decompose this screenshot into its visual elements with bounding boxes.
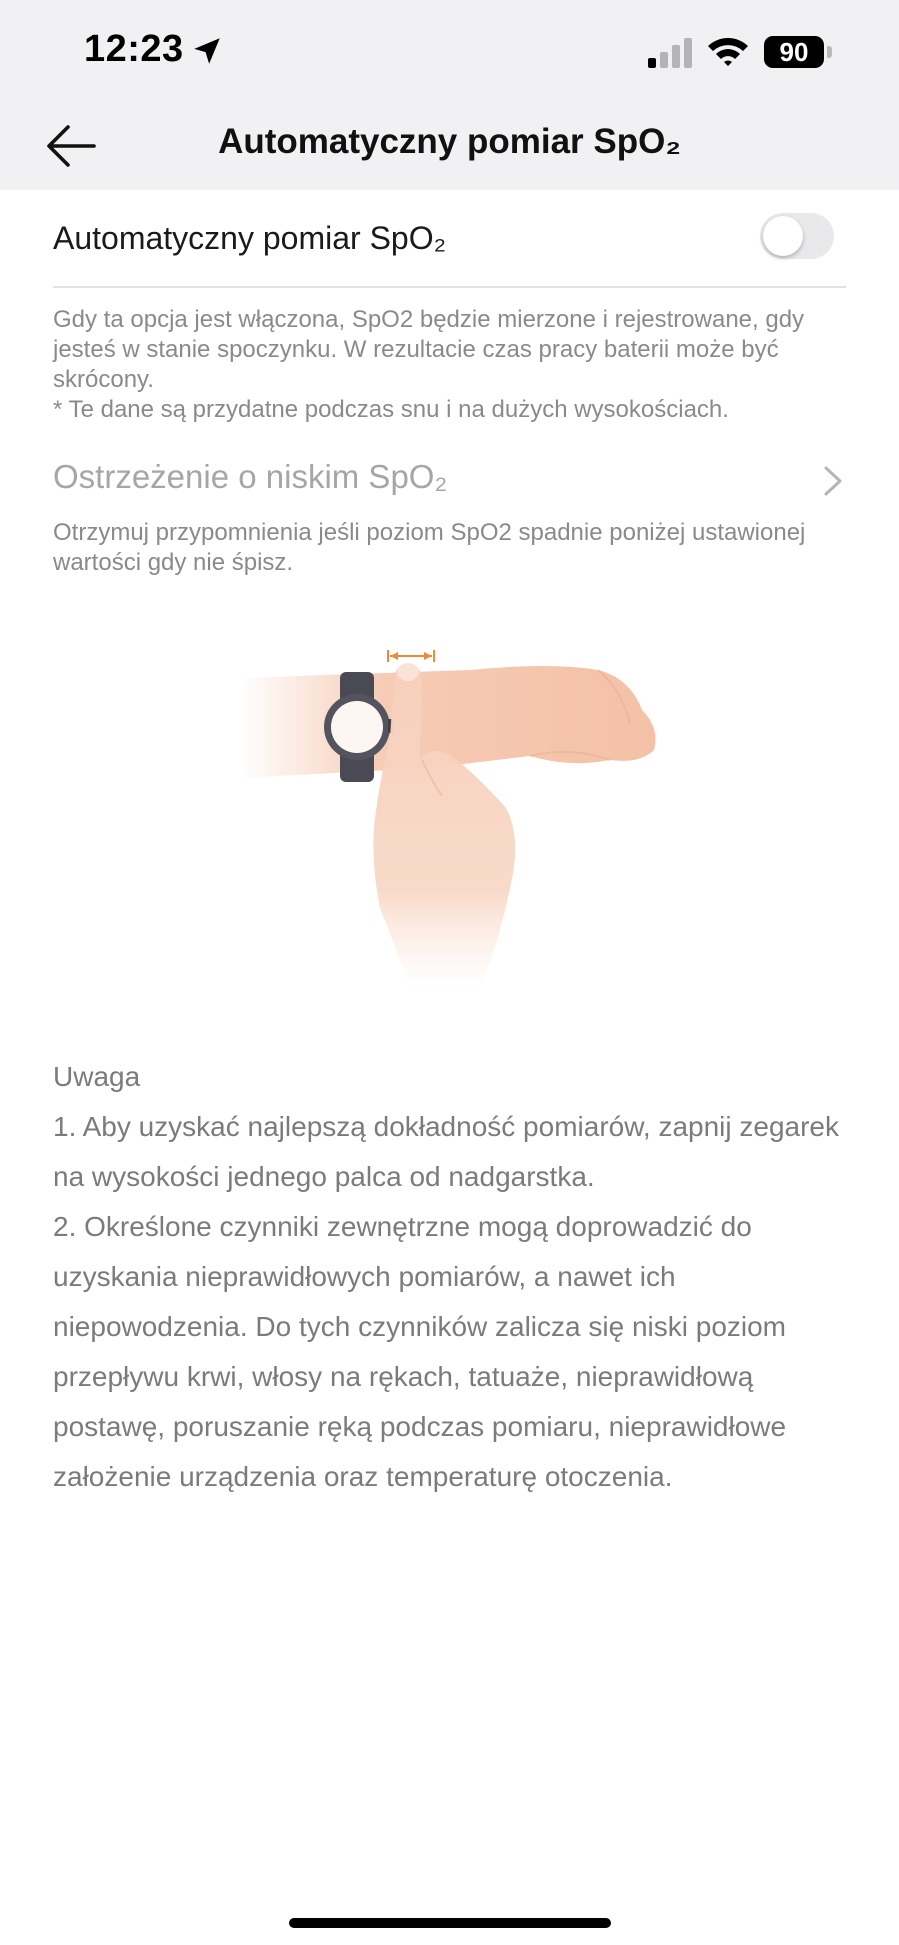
toggle-knob <box>763 216 803 256</box>
auto-spo2-note: * Te dane są przydatne podczas snu i na dużych wysokościach. <box>53 396 729 423</box>
wifi-icon <box>706 34 750 68</box>
notes-section <box>53 1052 853 1502</box>
auto-spo2-description-text: Gdy ta opcja jest włączona, SpO2 będzie mierzone i rejestrowane, gdy jesteś w stanie spoczynku. W rezultacie czas pracy baterii może być skrócony. <box>53 306 805 393</box>
low-spo2-warning-description: Otrzymuj przypomnienia jeśli poziom SpO2 spadnie poniżej ustawionej wartości gdy nie śpisz. <box>53 519 806 576</box>
location-arrow-icon <box>190 34 224 68</box>
chevron-right-icon <box>820 464 846 498</box>
page-title: Automatyczny pomiar SpO₂ <box>218 122 681 161</box>
notes-item-2: 2. Określone czynniki zewnętrzne mogą doprowadzić do uzyskania nieprawidłowych pomiarów, a nawet ich niepowodzenia. Do tych czynników zalicza się niski poziom przepływu krwi, włosy na rękach, tatuaże, nieprawidłową postawę, poruszanie ręką podczas pomiaru, nieprawidłowe założenie urządzenia oraz temperaturę otoczenia. <box>53 1211 787 1492</box>
auto-spo2-toggle[interactable] <box>760 213 834 259</box>
auto-spo2-description <box>53 305 853 425</box>
battery-level: 90 <box>764 36 824 68</box>
status-time: 12:23 <box>84 28 184 70</box>
watch-wearing-illustration <box>230 628 670 1008</box>
low-spo2-warning-row[interactable] <box>0 450 899 512</box>
notes-item-1: 1. Aby uzyskać najlepszą dokładność pomiarów, zapnij zegarek na wysokości jednego palca od nadgarstka. <box>53 1111 839 1192</box>
battery-indicator <box>764 36 834 70</box>
home-indicator[interactable] <box>289 1918 611 1928</box>
divider <box>53 286 846 288</box>
auto-spo2-label: Automatyczny pomiar SpO₂ <box>53 220 447 256</box>
battery-cap <box>827 46 832 58</box>
notes-heading: Uwaga <box>53 1061 141 1092</box>
low-spo2-warning-label: Ostrzeżenie o niskim SpO₂ <box>53 458 448 495</box>
cellular-signal-icon <box>646 36 694 70</box>
